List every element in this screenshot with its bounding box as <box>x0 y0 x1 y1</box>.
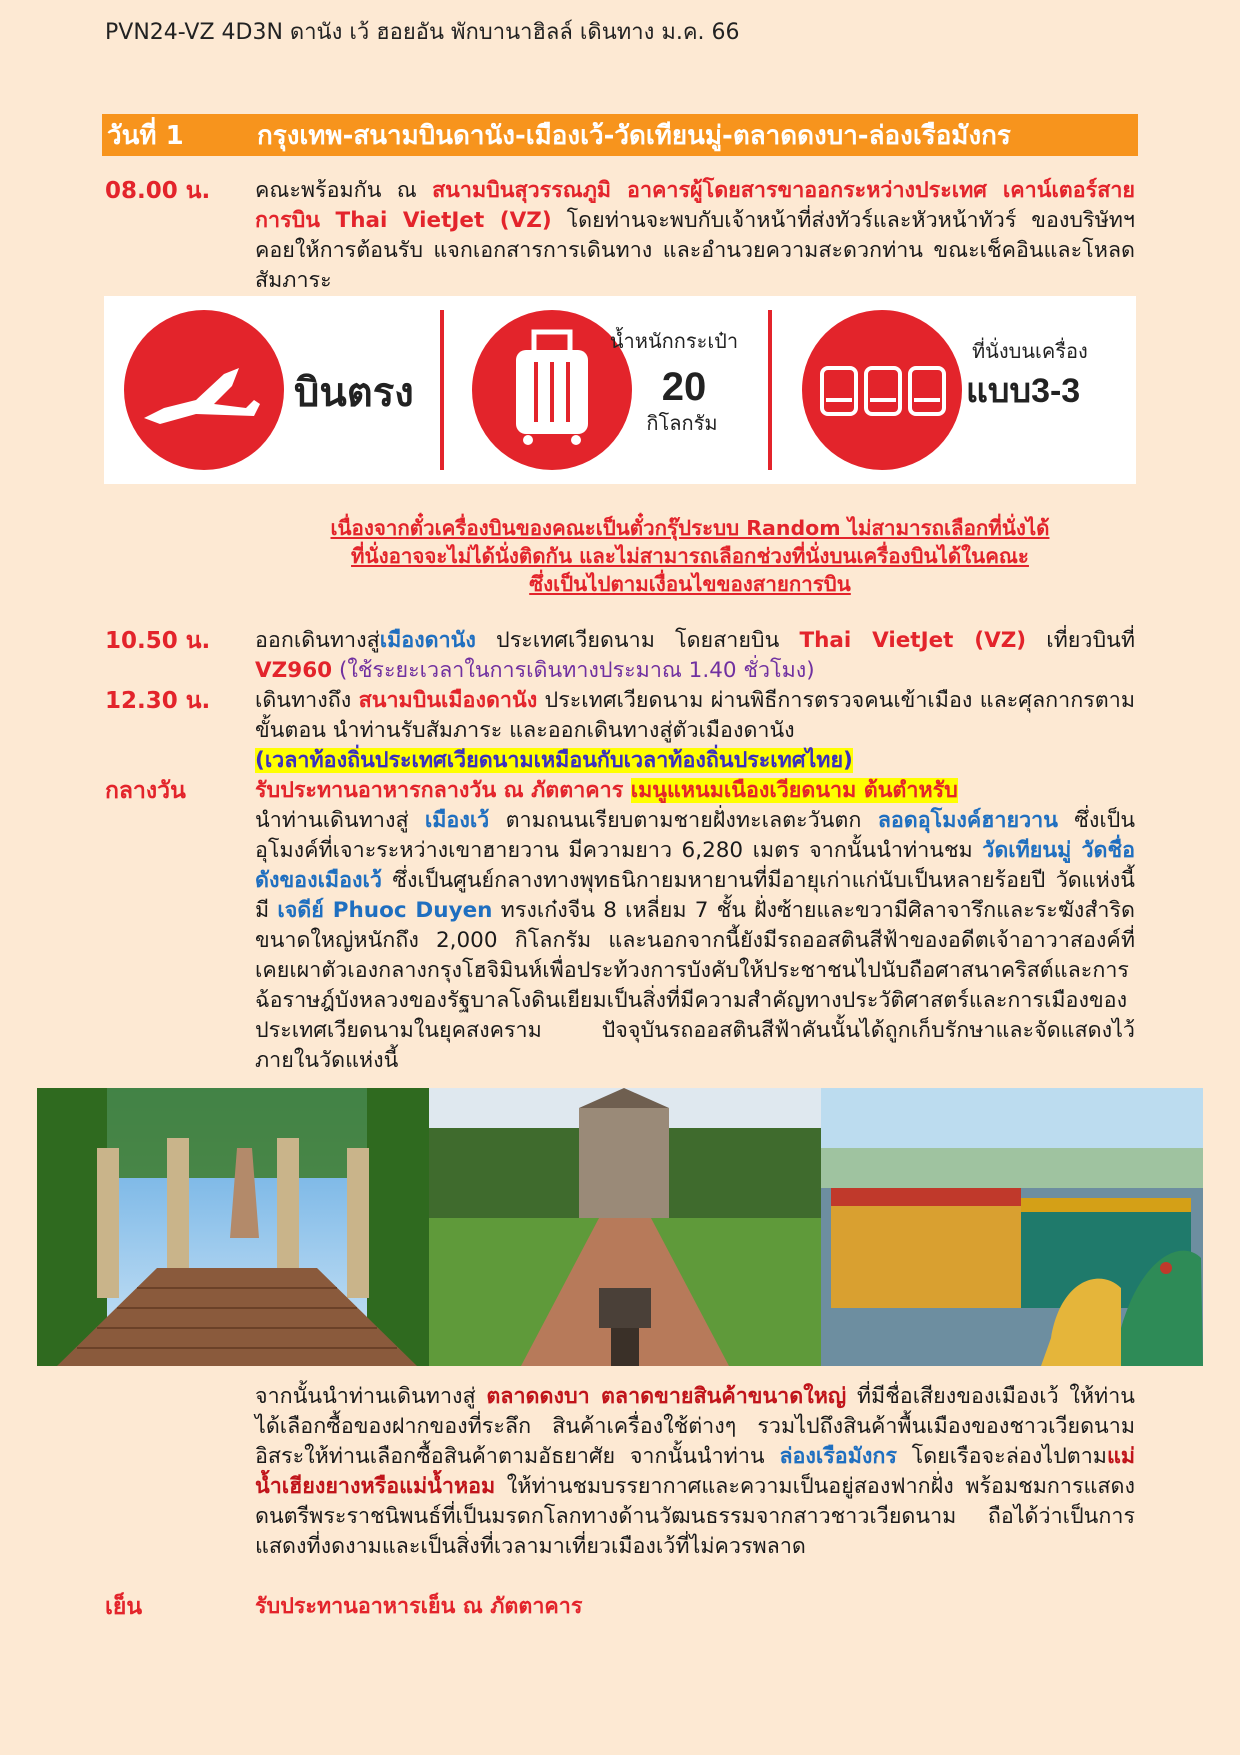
time-label: กลางวัน <box>105 778 186 804</box>
day-number: วันที่ 1 <box>107 120 184 151</box>
text-run: คณะพร้อมกัน ณ <box>255 178 433 203</box>
day-route-title: กรุงเทพ-สนามบินดานัง-เมืองเว้-วัดเทียนมู่-ตลาดดงบา-ล่องเรือมังกร <box>257 120 1011 151</box>
seat-label: ที่นั่งบนเครื่อง <box>972 341 1088 363</box>
pagoda-highlight: เจดีย์ Phuoc Duyen <box>277 898 493 923</box>
city-highlight: เมืองดานัง <box>379 628 476 653</box>
notice-line: ที่นั่งอาจจะไม่ได้นั่งติดกัน และไม่สามารถเลือกช่วงที่นั่งบนเครื่องบินได้ในคณะ <box>351 544 1029 568</box>
schedule-row-1050 <box>105 626 1135 686</box>
schedule-text <box>255 686 1135 776</box>
seat-layout: แบบ3-3 <box>966 372 1081 410</box>
day-title-bar <box>102 114 1138 156</box>
schedule-text <box>255 626 1135 686</box>
schedule-row-afternoon <box>105 1382 1135 1562</box>
meal-highlight: รับประทานอาหารเย็น ณ ภัตตาคาร <box>255 1594 583 1619</box>
text-run: ที่มีชื่อเสียงของเมืองเว้ ให้ท่านได้เลือกซื้อของฝากของที่ระลึก สินค้าเครื่องใช้ต่างๆ รวมไปถึงสินค้าพื้นเมืองของชาวเวียดนาม อิสระให้ท่านเลือกซื้อสินค้าตามอัธยาศัย จากนั้นนำท่าน <box>255 1384 1135 1469</box>
bag-weight-unit: กิโลกรัม <box>646 413 718 435</box>
text-run: ให้ท่านชมบรรยากาศและความเป็นอยู่สองฟากฝั่ง พร้อมชมการแสดงดนตรีพระราชนิพนธ์ที่เป็นมรดกโลกทางด้านวัฒนธรรมจากสาวชาวเวียดนาม ถือได้ว่าเป็นการแสดงที่งดงามและเป็นสิ่งที่เวลามาเที่ยวเมืองเว้ที่ไม่ควรพลาด <box>255 1474 1135 1559</box>
time-label: 10.50 น. <box>105 628 211 654</box>
notice-line: เนื่องจากตั๋วเครื่องบินของคณะเป็นตั๋วกรุ๊ประบบ Random ไม่สามารถเลือกที่นั่งได้ <box>330 516 1050 540</box>
divider <box>768 310 772 470</box>
bag-weight-value: 20 <box>661 365 707 409</box>
schedule-text <box>255 776 1135 1076</box>
schedule-text <box>255 176 1135 296</box>
notice-line: ซึ่งเป็นไปตามเงื่อนไขของสายการบิน <box>529 572 851 596</box>
text-run: เดินทางถึง <box>255 688 359 713</box>
photo-strip <box>37 1088 1203 1366</box>
flight-duration: (ใช้ระยะเวลาในการเดินทางประมาณ 1.40 ชั่วโมง) <box>332 658 815 683</box>
text-run: ประเทศเวียดนาม ผ่านพิธีการตรวจคนเข้าเมือง และศุลกากรตามขั้นตอน นำท่านรับสัมภาระ และออกเดินทางสู่ตัวเมืองดานัง <box>255 688 1135 743</box>
text-run: นำท่านเดินทางสู่ <box>255 808 425 833</box>
river-highlight: แม่น้ำเฮียงยางหรือแม่น้ำหอม <box>255 1444 1135 1499</box>
text-run: ซึ่งเป็นอุโมงค์ที่เจาะระหว่างเขาฮายวาน มีความยาว 6,280 เมตร จากนั้นนำท่านชม <box>255 808 1136 863</box>
plane-circle <box>124 310 284 470</box>
dragon-boat-highlight: ล่องเรือมังกร <box>779 1444 897 1469</box>
temple-courtyard-photo <box>429 1088 821 1366</box>
schedule-text <box>255 1592 1135 1622</box>
schedule-row-lunch <box>105 776 1135 1076</box>
airline-highlight: Thai VietJet (VZ) <box>799 628 1027 653</box>
flight-number: VZ960 <box>255 658 333 683</box>
airport-highlight: สนามบินเมืองดานัง <box>358 688 538 713</box>
text-run: โดยเรือจะล่องไปตาม <box>896 1444 1107 1469</box>
schedule-row-0800 <box>105 176 1135 296</box>
text-run: จากนั้นนำท่านเดินทางสู่ <box>255 1384 487 1409</box>
ticket-notice <box>260 514 1120 598</box>
city-highlight: เมืองเว้ <box>424 808 490 833</box>
market-highlight: ตลาดดงบา ตลาดขายสินค้าขนาดใหญ่ <box>486 1384 847 1409</box>
text-run: ประเทศเวียดนาม โดยสายบิน <box>475 628 800 653</box>
text-run: ออกเดินทางสู่ <box>255 628 380 653</box>
airport-highlight: สนามบินสุวรรณภูมิ อาคารผู้โดยสารขาออกระหว่างประเทศ เคาน์เตอร์สายการบิน Thai VietJet (VZ) <box>255 178 1136 233</box>
tunnel-highlight: ลอดอุโมงค์ฮายวาน <box>877 808 1058 833</box>
text-run: เที่ยวบินที่ <box>1026 628 1135 653</box>
meal-highlight: รับประทานอาหารกลางวัน ณ ภัตตาคาร <box>255 778 631 803</box>
schedule-row-dinner <box>105 1592 1135 1622</box>
text-run: ทรงเก๋งจีน 8 เหลี่ยม 7 ชั้น ฝั่งซ้ายและขวามีศิลาจารึกและระฆังสำริดขนาดใหญ่หนักถึง 2,000 กิโลกรัม และนอกจากนี้ยังมีรถออสตินสีฟ้าของอดีตเจ้าอาวาสองค์ที่เคยเผาตัวเองกลางกรุงโฮจิมินห์เพื่อประท้วงการบังคับให้ประชาชนไปนับถือศาสนาคริสต์และการฉ้อราษฎ์บังหลวงของรัฐบาลโงดินเยียมเป็นสิ่งที่มีความสำคัญทางประวัติศาสตร์และการเมืองของประเทศเวียดนามในยุคสงคราม ปัจจุบันรถออสตินสีฟ้าคันนั้นได้ถูกเก็บรักษาและจัดแสดงไว้ภายในวัดแห่งนี้ <box>255 898 1135 1073</box>
schedule-text <box>255 1382 1135 1562</box>
timezone-note: (เวลาท้องถิ่นประเทศเวียดนามเหมือนกับเวลาท้องถิ่นประเทศไทย) <box>255 748 853 773</box>
banner-graphic <box>104 296 1136 484</box>
text-run: โดยท่านจะพบกับเจ้าหน้าที่ส่งทัวร์และหัวหน้าทัวร์ ของบริษัทฯ คอยให้การต้อนรับ แจกเอกสารการเดินทาง และอำนวยความสะดวกท่าน ขณะเช็คอินและโหลดสัมภาระ <box>255 208 1135 293</box>
time-label: 08.00 น. <box>105 178 211 204</box>
schedule-row-1230 <box>105 686 1135 776</box>
menu-highlight: เมนูแหนมเนืองเวียดนาม ต้นตำหรับ <box>630 778 958 803</box>
document-header: PVN24-VZ 4D3N ดานัง เว้ ฮอยอัน พักบานาฮิลล์ เดินทาง ม.ค. 66 <box>105 20 740 45</box>
divider <box>440 310 444 470</box>
temple-highlight: วัดเทียนมู่ วัดชื่อดังของเมืองเว้ <box>255 838 1135 893</box>
flight-info-banner <box>104 296 1136 484</box>
direct-flight-label: บินตรง <box>294 371 414 415</box>
bag-weight-label: น้ำหนักกระเป๋า <box>609 331 739 353</box>
seat-circle <box>802 310 962 470</box>
time-label: 12.30 น. <box>105 688 211 714</box>
text-run: ตามถนนเรียบตามชายฝั่งทะเลตะวันตก <box>489 808 878 833</box>
thien-mu-gate-photo <box>37 1088 429 1366</box>
dragon-boat-photo <box>821 1088 1203 1366</box>
text-run: ซึ่งเป็นศูนย์กลางทางพุทธนิกายมหายานที่มีอายุเก่าแก่นับเป็นหลายร้อยปี วัดแห่งนี้มี <box>255 868 1135 923</box>
time-label: เย็น <box>105 1594 143 1620</box>
